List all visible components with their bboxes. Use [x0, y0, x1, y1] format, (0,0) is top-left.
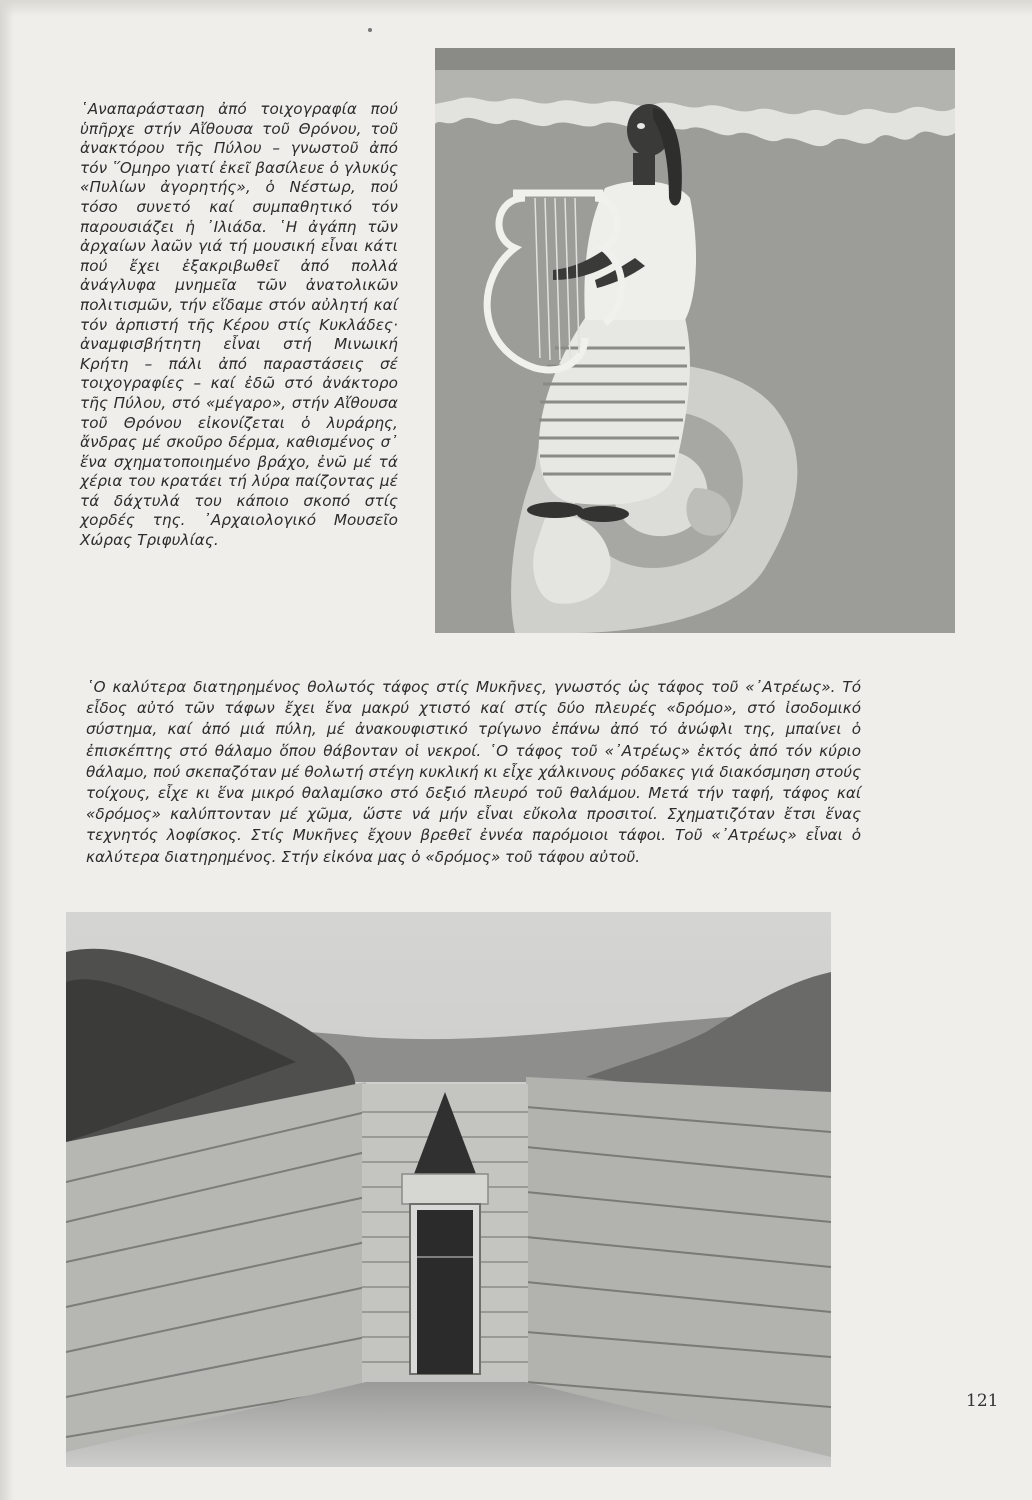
print-speck [368, 28, 372, 32]
page-top-shadow [0, 0, 1032, 16]
page-gutter-shadow [0, 0, 14, 1500]
lyre-player-fresco-image [435, 48, 955, 633]
fresco-caption: ῾Αναπαράσταση ἀπό τοιχογραφία πού ὑπῆρχε στήν Αἴθουσα τοῦ Θρόνου, τοῦ ἀνακτόρου τῆς Πύλου – γνωστοῦ ἀπό τόν ῞Ομηρο γιατί ἐκεῖ βασίλευε ὁ γλυκύς «Πυλίων ἀγορητής», ὁ Νέστωρ, πού τόσο συνετό καί συμπαθητικό τόν παρουσιάζει ἡ ᾿Ιλιάδα. ῾Η ἀγάπη τῶν ἀρχαίων λαῶν γιά τή μουσική εἶναι κάτι πού ἔχει ἐξακριβωθεῖ ἀπό πολλά ἀνάγλυφα μνημεῖα τῶν ἀνατολικῶν πολιτισμῶν, τήν εἴδαμε στόν αὐλητή καί τόν ἁρπιστή τῆς Κέρου στίς Κυκλάδες· ἀναμφισβήτητη εἶναι στή Μινωική Κρήτη – πάλι ἀπό παραστάσεις σέ τοιχογραφίες – καί ἐδῶ στό ἀνάκτορο τῆς Πύλου, στό «μέγαρο», στήν Αἴθουσα τοῦ Θρόνου εἰκονίζεται ὁ λυράρης, ἄνδρας μέ σκοῦρο δέρμα, καθισμένος σ᾿ ἕνα σχηματοποιημένο βράχο, ἐνῶ μέ τά χέρια του κρατάει τή λύρα παίζοντας μέ τά δάχτυλά του κάποιο σκοπό στίς χορδές της. ᾿Αρχαιολογικό Μουσεῖο Χώρας Τριφυλίας. [80, 100, 398, 550]
page-number: 121 [966, 1391, 999, 1411]
treasury-of-atreus-dromos-photo [66, 912, 831, 1467]
tomb-caption: ῾Ο καλύτερα διατηρημένος θολωτός τάφος στίς Μυκῆνες, γνωστός ὡς τάφος τοῦ «᾿Ατρέως». Τό εἶδος αὐτό τῶν τάφων ἔχει ἕνα μακρύ χτιστό καί στίς δύο πλευρές «δρόμο», στό ἰσοδομικό σύστημα, καί ἀπό μιά πύλη, μέ ἀνακουφιστικό τρίγωνο ἐπάνω ἀπό τό ἀνώφλι της, μπαίνει ὁ ἐπισκέπτης στό θάλαμο ὅπου θάβονταν οἱ νεκροί. ῾Ο τάφος τοῦ «᾿Ατρέως» ἐκτός ἀπό τόν κύριο θάλαμο, πού σκεπαζόταν μέ θολωτή στέγη κυκλική κι εἶχε χάλκινους ρόδακες γιά διακόσμηση στούς τοίχους, εἶχε κι ἕνα μικρό θαλαμίσκο στό δεξιό πλευρό τοῦ θαλάμου. Μετά τήν ταφή, τάφος καί «δρόμος» καλύπτονταν μέ χῶμα, ὥστε νά μήν εἶναι εὔκολα προσιτοί. Σχηματιζόταν ἔτσι ἕνας τεχνητός λοφίσκος. Στίς Μυκῆνες ἔχουν βρεθεῖ ἐννέα παρόμοιοι τάφοι. Τοῦ «᾿Ατρέως» εἶναι ὁ καλύτερα διατηρημένος. Στήν εἰκόνα μας ὁ «δρόμος» τοῦ τάφου αὐτοῦ. [86, 678, 861, 866]
